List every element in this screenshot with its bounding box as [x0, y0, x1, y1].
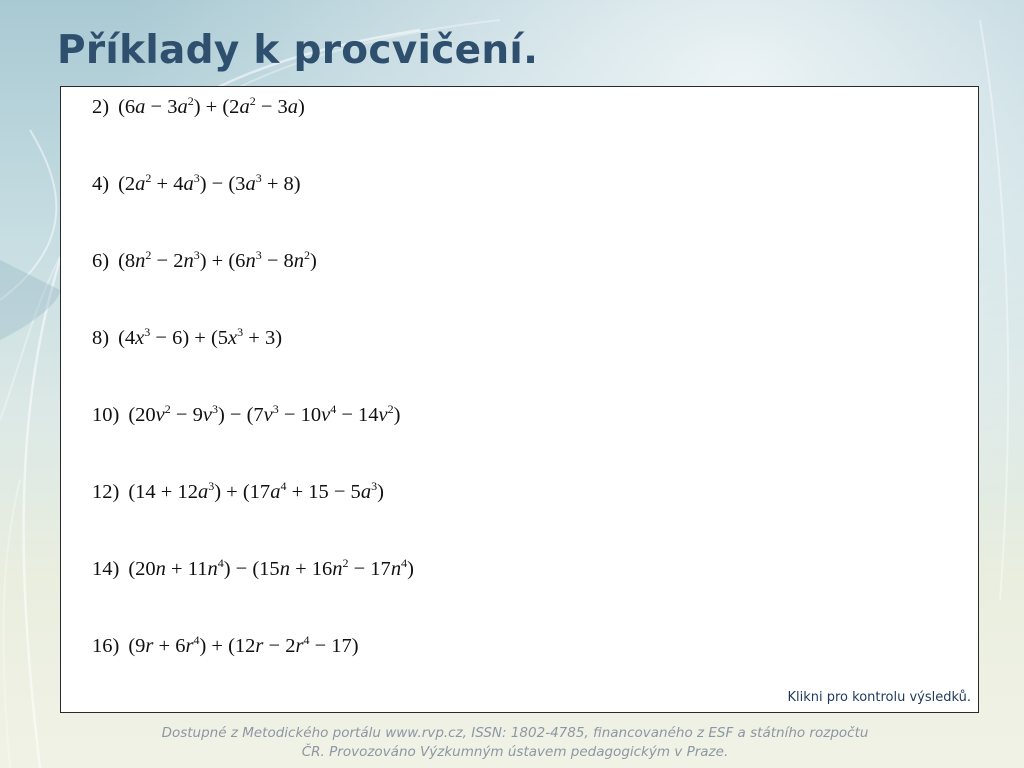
footer-line-1: Dostupné z Metodického portálu www.rvp.cz, ISSN: 1802-4785, financovaného z ESF a státního rozpočtu	[161, 725, 869, 741]
exercise-expression: $(8n^2 - 2n^3) + (6n^3 - 8n^2)$	[118, 248, 317, 272]
exercise-number: 4)	[92, 173, 110, 195]
exercise-number: 16)	[92, 635, 120, 657]
exercise-expression: $(20n + 11n^4) - (15n + 16n^2 - 17n^4)$	[128, 556, 414, 580]
source-footer	[0, 724, 1024, 762]
check-results-link[interactable]: Klikni pro kontrolu výsledků.	[787, 690, 971, 705]
exercise-item	[92, 173, 301, 196]
exercise-expression: $(9r + 6r^4) + (12r - 2r^4 - 17)$	[128, 633, 359, 657]
footer-line-2: ČR. Provozováno Výzkumným ústavem pedagogickým v Praze.	[301, 744, 729, 760]
exercise-number: 6)	[92, 250, 110, 272]
exercise-expression: $(20v^2 - 9v^3) - (7v^3 - 10v^4 - 14v^2)$	[128, 402, 401, 426]
exercise-item	[92, 481, 384, 504]
exercise-item	[92, 404, 400, 427]
slide-title: Příklady k procvičení.	[57, 28, 539, 73]
exercise-number: 8)	[92, 327, 110, 349]
exercise-expression: $(14 + 12a^3) + (17a^4 + 15 - 5a^3)$	[128, 479, 384, 503]
exercise-item	[92, 250, 317, 273]
exercise-expression: $(6a - 3a^2) + (2a^2 - 3a)$	[118, 94, 305, 118]
exercise-expression: $(4x^3 - 6) + (5x^3 + 3)$	[118, 325, 283, 349]
exercise-number: 2)	[92, 96, 110, 118]
exercise-number: 12)	[92, 481, 120, 503]
exercise-expression: $(2a^2 + 4a^3) - (3a^3 + 8)$	[118, 171, 301, 195]
exercise-item	[92, 635, 359, 658]
exercise-item	[92, 558, 414, 581]
exercise-list	[60, 86, 979, 713]
exercise-number: 14)	[92, 558, 120, 580]
exercise-number: 10)	[92, 404, 120, 426]
exercise-item	[92, 327, 282, 350]
exercise-item	[92, 96, 305, 119]
